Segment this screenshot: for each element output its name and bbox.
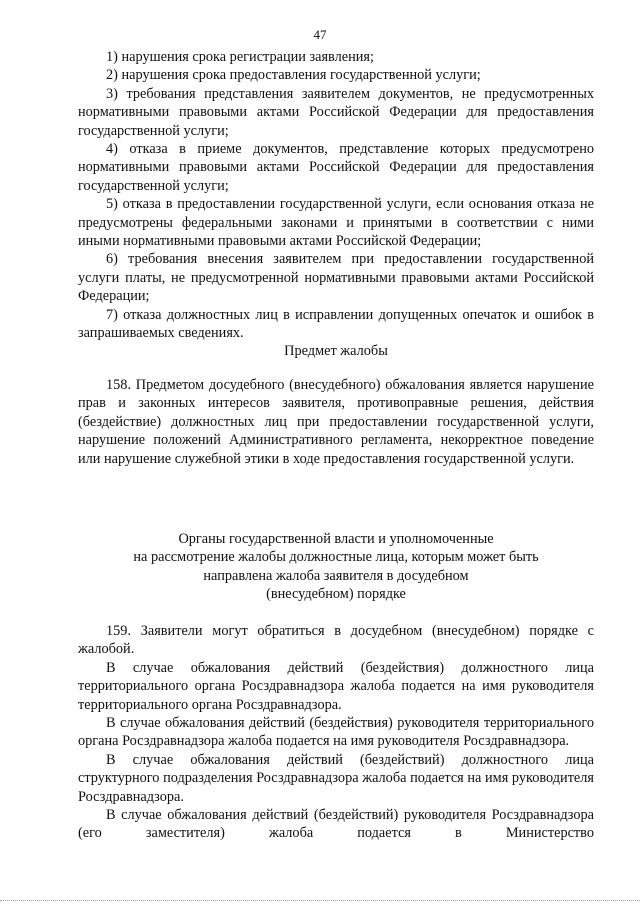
paragraph-159-block — [78, 622, 594, 843]
paragraph: В случае обжалования действий (бездействий) руководителя Росздравнадзора (его заместителя) жалоба подается в Министерство — [78, 807, 594, 842]
page-number: 47 — [313, 27, 327, 42]
list-item: 2) нарушения срока предоставления государственной услуги; — [106, 67, 481, 84]
paragraph: 158. Предметом досудебного (внесудебного) обжалования является нарушение прав и законных интересов заявителя, противоправные решения, действия (бездействие) должностных лиц при предоставлении государственной услуги, нарушение положений Административного регламента, некорректное поведение или нарушение служебной этики в ходе предоставления государственной услуги. — [78, 377, 594, 467]
paragraph: В случае обжалования действий (бездействия) руководителя территориального органа Росздравнадзора жалоба подается на имя руководителя Росздравнадзора. — [78, 715, 594, 750]
heading-line: на рассмотрение жалобы должностные лица, которым может быть — [133, 549, 539, 566]
paragraph: В случае обжалования действий (бездействия) должностного лица территориального органа Росздравнадзора жалоба подается на имя руководителя территориального органа Росздравнадзора. — [78, 659, 594, 713]
paragraph: В случае обжалования действий (бездействий) должностного лица структурного подразделения Росздравнадзора жалоба подается на имя руководителя Росздравнадзора. — [78, 751, 594, 805]
paragraph: 159. Заявители могут обратиться в досудебном (внесудебном) порядке с жалобой. — [78, 623, 594, 658]
heading-line: Органы государственной власти и уполномоченные — [178, 531, 494, 547]
list-item: 7) отказа должностных лиц в исправлении допущенных опечаток и ошибок в запрашиваемых сведениях. — [78, 306, 594, 342]
list-item: 6) требования внесения заявителем при предоставлении государственной услуги платы, не предусмотренной нормативными правовыми актами Российской Федерации; — [78, 251, 594, 305]
heading-line: (внесудебном) порядке — [266, 586, 406, 603]
list-item: 3) требования представления заявителем документов, не предусмотренных нормативными правовыми актами Российской Федерации для предоставления государственной услуги; — [78, 85, 594, 139]
section-heading-subject — [78, 342, 594, 360]
paragraph-158 — [78, 376, 594, 468]
list-item: 1) нарушения срока регистрации заявления; — [106, 49, 374, 65]
heading-line: направлена жалоба заявителя в досудебном — [203, 567, 469, 584]
list-item: 4) отказа в приеме документов, представление которых предусмотрено нормативными правовыми актами Российской Федерации для предоставления государственной услуги; — [78, 141, 594, 194]
section-heading: Предмет жалобы — [284, 343, 388, 359]
page-bottom-edge — [0, 900, 640, 902]
section-heading-authorities — [78, 530, 594, 604]
list-item: 5) отказа в предоставлении государственной услуги, если основания отказа не предусмотрены федеральными законами и принятыми в соответствии с ними иными нормативными правовыми актами Российской Федерации; — [78, 196, 594, 250]
violations-list — [78, 48, 594, 343]
